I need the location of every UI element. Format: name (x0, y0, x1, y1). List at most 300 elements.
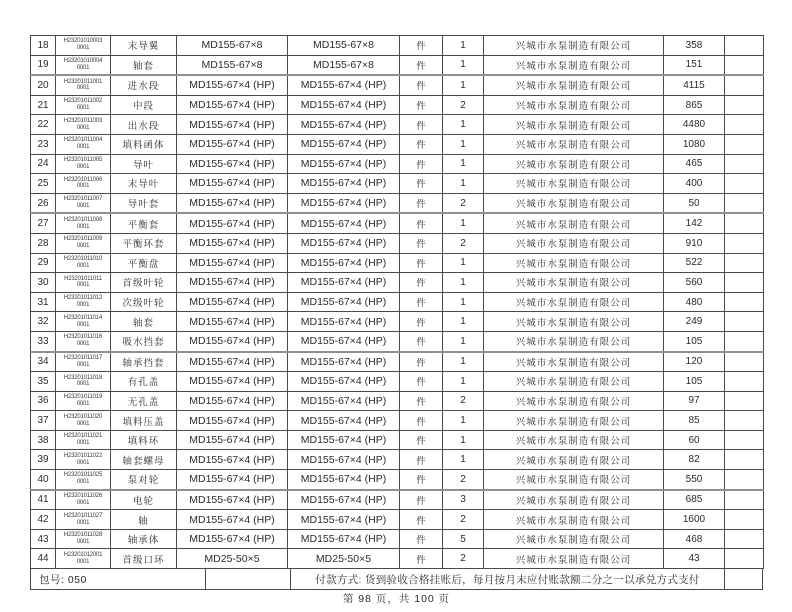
manufacturer: 兴城市水泵制造有限公司 (484, 75, 664, 95)
part-name: 平衡套 (111, 213, 177, 233)
quantity: 2 (443, 510, 484, 530)
empty-cell (725, 253, 764, 273)
table-row (31, 470, 764, 490)
empty-cell (725, 450, 764, 470)
item-code-line2: 0001 (76, 45, 90, 52)
manufacturer: 兴城市水泵制造有限公司 (484, 372, 664, 392)
model-spec: MD155-67×4 (HP) (177, 470, 288, 490)
item-code-line1: H23201010003 (63, 38, 103, 45)
model-spec-duplicate: MD155-67×4 (HP) (288, 510, 400, 530)
empty-cell (725, 331, 764, 351)
unit: 件 (400, 510, 443, 530)
package-number: 包号: 050 (31, 569, 206, 589)
item-code (56, 154, 111, 174)
model-spec-duplicate: MD155-67×4 (HP) (288, 273, 400, 293)
item-code (56, 470, 111, 490)
quantity: 1 (443, 75, 484, 95)
model-spec: MD155-67×8 (177, 55, 288, 75)
item-code (56, 233, 111, 253)
item-code-line1: H23201011006 (63, 176, 103, 183)
item-code (56, 253, 111, 273)
item-code (56, 490, 111, 510)
table-row (31, 95, 764, 115)
item-code (56, 115, 111, 135)
price: 685 (664, 490, 725, 510)
quantity: 1 (443, 174, 484, 194)
item-code (56, 372, 111, 392)
model-spec-duplicate: MD25-50×5 (288, 549, 400, 569)
manufacturer: 兴城市水泵制造有限公司 (484, 174, 664, 194)
model-spec: MD155-67×4 (HP) (177, 411, 288, 431)
part-name: 填料环 (111, 430, 177, 450)
model-spec-duplicate: MD155-67×4 (HP) (288, 470, 400, 490)
item-code-line2: 0001 (76, 558, 90, 565)
item-code (56, 510, 111, 530)
table-row (31, 312, 764, 332)
part-name: 出水段 (111, 115, 177, 135)
empty-cell (725, 549, 764, 569)
model-spec: MD155-67×4 (HP) (177, 292, 288, 312)
part-name: 电轮 (111, 490, 177, 510)
unit: 件 (400, 55, 443, 75)
row-number: 33 (31, 331, 56, 351)
price: 97 (664, 391, 725, 411)
item-code-line1: H23201011003 (63, 117, 103, 124)
item-code-line2: 0001 (76, 440, 90, 447)
quantity: 1 (443, 36, 484, 56)
table-row (31, 450, 764, 470)
item-code-line2: 0001 (76, 163, 90, 170)
row-number: 18 (31, 36, 56, 56)
row-number: 21 (31, 95, 56, 115)
price: 910 (664, 233, 725, 253)
model-spec: MD155-67×4 (HP) (177, 372, 288, 392)
part-name: 轴套 (111, 312, 177, 332)
part-name: 吸水挡套 (111, 331, 177, 351)
empty-cell (725, 193, 764, 213)
row-number: 23 (31, 134, 56, 154)
manufacturer: 兴城市水泵制造有限公司 (484, 352, 664, 372)
row-number: 32 (31, 312, 56, 332)
empty-cell (725, 233, 764, 253)
item-code-line1: H23201011005 (63, 156, 103, 163)
part-name: 次级叶轮 (111, 292, 177, 312)
unit: 件 (400, 273, 443, 293)
unit: 件 (400, 470, 443, 490)
unit: 件 (400, 193, 443, 213)
item-code-line2: 0001 (76, 124, 90, 131)
item-code (56, 450, 111, 470)
item-code-line1: H23201011007 (63, 196, 103, 203)
empty-cell (725, 352, 764, 372)
unit: 件 (400, 95, 443, 115)
price: 249 (664, 312, 725, 332)
model-spec-duplicate: MD155-67×4 (HP) (288, 134, 400, 154)
item-code (56, 391, 111, 411)
row-number: 41 (31, 490, 56, 510)
model-spec: MD155-67×4 (HP) (177, 273, 288, 293)
part-name: 有孔盖 (111, 372, 177, 392)
table-row (31, 273, 764, 293)
model-spec-duplicate: MD155-67×4 (HP) (288, 115, 400, 135)
manufacturer: 兴城市水泵制造有限公司 (484, 529, 664, 549)
row-number: 30 (31, 273, 56, 293)
row-number: 43 (31, 529, 56, 549)
empty-cell (725, 490, 764, 510)
table-row (31, 193, 764, 213)
item-code-line2: 0001 (76, 499, 90, 506)
price: 151 (664, 55, 725, 75)
unit: 件 (400, 391, 443, 411)
item-code-line2: 0001 (76, 262, 90, 269)
quantity: 1 (443, 411, 484, 431)
quantity: 1 (443, 430, 484, 450)
manufacturer: 兴城市水泵制造有限公司 (484, 273, 664, 293)
quantity: 2 (443, 95, 484, 115)
model-spec: MD155-67×4 (HP) (177, 134, 288, 154)
manufacturer: 兴城市水泵制造有限公司 (484, 193, 664, 213)
price: 142 (664, 213, 725, 233)
item-code-line2: 0001 (76, 144, 90, 151)
item-code-line1: H23201010004 (63, 58, 103, 64)
item-code (56, 75, 111, 95)
item-code-line2: 0001 (76, 519, 90, 526)
item-code (56, 312, 111, 332)
price: 105 (664, 372, 725, 392)
quantity: 2 (443, 233, 484, 253)
unit: 件 (400, 411, 443, 431)
price: 50 (664, 193, 725, 213)
item-code-line1: H23201011027 (63, 512, 103, 519)
quantity: 1 (443, 372, 484, 392)
unit: 件 (400, 174, 443, 194)
model-spec-duplicate: MD155-67×4 (HP) (288, 331, 400, 351)
price: 522 (664, 253, 725, 273)
quantity: 2 (443, 549, 484, 569)
manufacturer: 兴城市水泵制造有限公司 (484, 253, 664, 273)
item-code (56, 193, 111, 213)
model-spec-duplicate: MD155-67×4 (HP) (288, 253, 400, 273)
quantity: 1 (443, 115, 484, 135)
parts-table (30, 35, 764, 569)
item-code-line1: H23201011025 (63, 472, 103, 479)
price: 560 (664, 273, 725, 293)
item-code-line1: H23201011018 (63, 374, 103, 381)
model-spec: MD155-67×4 (HP) (177, 529, 288, 549)
empty-cell (725, 115, 764, 135)
manufacturer: 兴城市水泵制造有限公司 (484, 331, 664, 351)
model-spec-duplicate: MD155-67×4 (HP) (288, 391, 400, 411)
item-code-line2: 0001 (76, 321, 90, 328)
price: 120 (664, 352, 725, 372)
item-code-line1: H23201011022 (63, 452, 103, 459)
price: 550 (664, 470, 725, 490)
item-code-line1: H23201011004 (63, 137, 103, 144)
manufacturer: 兴城市水泵制造有限公司 (484, 95, 664, 115)
empty-cell (725, 292, 764, 312)
unit: 件 (400, 134, 443, 154)
model-spec-duplicate: MD155-67×4 (HP) (288, 312, 400, 332)
row-number: 27 (31, 213, 56, 233)
model-spec: MD155-67×4 (HP) (177, 331, 288, 351)
part-name: 轴承挡套 (111, 352, 177, 372)
unit: 件 (400, 75, 443, 95)
part-name: 平衡盘 (111, 253, 177, 273)
empty-cell (725, 510, 764, 530)
quantity: 1 (443, 134, 484, 154)
manufacturer: 兴城市水泵制造有限公司 (484, 115, 664, 135)
item-code-line2: 0001 (76, 420, 90, 427)
model-spec-duplicate: MD155-67×4 (HP) (288, 95, 400, 115)
price: 358 (664, 36, 725, 56)
manufacturer: 兴城市水泵制造有限公司 (484, 510, 664, 530)
model-spec-duplicate: MD155-67×4 (HP) (288, 430, 400, 450)
model-spec: MD155-67×4 (HP) (177, 233, 288, 253)
empty-cell (725, 529, 764, 549)
manufacturer: 兴城市水泵制造有限公司 (484, 430, 664, 450)
manufacturer: 兴城市水泵制造有限公司 (484, 470, 664, 490)
manufacturer: 兴城市水泵制造有限公司 (484, 36, 664, 56)
item-code-line1: H23201011012 (63, 295, 103, 302)
item-code (56, 174, 111, 194)
footer-empty-cell (206, 569, 291, 589)
price: 105 (664, 331, 725, 351)
model-spec: MD155-67×4 (HP) (177, 391, 288, 411)
empty-cell (725, 411, 764, 431)
price: 60 (664, 430, 725, 450)
manufacturer: 兴城市水泵制造有限公司 (484, 154, 664, 174)
manufacturer: 兴城市水泵制造有限公司 (484, 233, 664, 253)
part-name: 末导翼 (111, 36, 177, 56)
item-code (56, 292, 111, 312)
row-number: 24 (31, 154, 56, 174)
item-code-line1: H23201011008 (63, 216, 103, 223)
quantity: 1 (443, 312, 484, 332)
unit: 件 (400, 430, 443, 450)
model-spec-duplicate: MD155-67×4 (HP) (288, 233, 400, 253)
price: 43 (664, 549, 725, 569)
quantity: 1 (443, 273, 484, 293)
item-code-line1: H23201011010 (63, 255, 103, 262)
part-name: 无孔盖 (111, 391, 177, 411)
model-spec-duplicate: MD155-67×4 (HP) (288, 213, 400, 233)
model-spec-duplicate: MD155-67×8 (288, 55, 400, 75)
payment-terms: 付款方式: 货到验收合格挂账后，每月按月末应付账款额二分之一以承兑方式支付 (291, 569, 725, 589)
manufacturer: 兴城市水泵制造有限公司 (484, 292, 664, 312)
unit: 件 (400, 292, 443, 312)
unit: 件 (400, 213, 443, 233)
model-spec: MD155-67×4 (HP) (177, 193, 288, 213)
page-number: 第 98 页，共 100 页 (342, 593, 451, 605)
item-code-line2: 0001 (76, 400, 90, 407)
table-row (31, 490, 764, 510)
manufacturer: 兴城市水泵制造有限公司 (484, 55, 664, 75)
part-name: 填料函体 (111, 134, 177, 154)
empty-cell (725, 391, 764, 411)
item-code-line1: H23201012001 (63, 551, 103, 558)
quantity: 1 (443, 154, 484, 174)
footer-empty-cell-right (725, 569, 762, 589)
quantity: 2 (443, 470, 484, 490)
item-code-line2: 0001 (76, 361, 90, 368)
item-code-line2: 0001 (76, 282, 90, 289)
row-number: 36 (31, 391, 56, 411)
table-footer-row (30, 569, 763, 590)
model-spec: MD155-67×4 (HP) (177, 490, 288, 510)
manufacturer: 兴城市水泵制造有限公司 (484, 450, 664, 470)
part-name: 导叶 (111, 154, 177, 174)
row-number: 44 (31, 549, 56, 569)
table-row (31, 253, 764, 273)
table-row (31, 372, 764, 392)
empty-cell (725, 213, 764, 233)
part-name: 导叶套 (111, 193, 177, 213)
unit: 件 (400, 312, 443, 332)
table-row (31, 549, 764, 569)
price: 1600 (664, 510, 725, 530)
table-row (31, 174, 764, 194)
model-spec-duplicate: MD155-67×4 (HP) (288, 193, 400, 213)
price: 865 (664, 95, 725, 115)
price: 4115 (664, 75, 725, 95)
part-name: 进水段 (111, 75, 177, 95)
row-number: 39 (31, 450, 56, 470)
unit: 件 (400, 529, 443, 549)
quantity: 1 (443, 292, 484, 312)
row-number: 26 (31, 193, 56, 213)
unit: 件 (400, 490, 443, 510)
item-code-line2: 0001 (76, 302, 90, 309)
manufacturer: 兴城市水泵制造有限公司 (484, 134, 664, 154)
unit: 件 (400, 331, 443, 351)
table-row (31, 75, 764, 95)
model-spec: MD155-67×4 (HP) (177, 115, 288, 135)
model-spec-duplicate: MD155-67×4 (HP) (288, 292, 400, 312)
row-number: 29 (31, 253, 56, 273)
manufacturer: 兴城市水泵制造有限公司 (484, 213, 664, 233)
quantity: 1 (443, 331, 484, 351)
part-name: 泵对轮 (111, 470, 177, 490)
table-row (31, 430, 764, 450)
model-spec-duplicate: MD155-67×4 (HP) (288, 154, 400, 174)
unit: 件 (400, 36, 443, 56)
part-name: 末导叶 (111, 174, 177, 194)
part-name: 轴 (111, 510, 177, 530)
price: 85 (664, 411, 725, 431)
empty-cell (725, 36, 764, 56)
model-spec-duplicate: MD155-67×4 (HP) (288, 450, 400, 470)
table-row (31, 36, 764, 56)
empty-cell (725, 75, 764, 95)
empty-cell (725, 372, 764, 392)
quantity: 1 (443, 450, 484, 470)
part-name: 轴套螺母 (111, 450, 177, 470)
item-code-line1: H23201011009 (63, 236, 103, 243)
empty-cell (725, 174, 764, 194)
table-row (31, 55, 764, 75)
model-spec: MD155-67×4 (HP) (177, 95, 288, 115)
item-code (56, 549, 111, 569)
model-spec: MD155-67×4 (HP) (177, 450, 288, 470)
model-spec-duplicate: MD155-67×4 (HP) (288, 490, 400, 510)
item-code-line1: H23201011019 (63, 394, 103, 401)
empty-cell (725, 312, 764, 332)
table-row (31, 213, 764, 233)
item-code-line1: H23201011028 (63, 532, 103, 539)
model-spec: MD155-67×4 (HP) (177, 174, 288, 194)
price: 1080 (664, 134, 725, 154)
manufacturer: 兴城市水泵制造有限公司 (484, 490, 664, 510)
part-name: 轴套 (111, 55, 177, 75)
price: 480 (664, 292, 725, 312)
price: 82 (664, 450, 725, 470)
model-spec: MD155-67×8 (177, 36, 288, 56)
empty-cell (725, 273, 764, 293)
item-code (56, 55, 111, 75)
item-code-line1: H23201011017 (63, 354, 103, 361)
unit: 件 (400, 352, 443, 372)
row-number: 37 (31, 411, 56, 431)
part-name: 首级口环 (111, 549, 177, 569)
unit: 件 (400, 549, 443, 569)
item-code-line2: 0001 (76, 203, 90, 210)
manufacturer: 兴城市水泵制造有限公司 (484, 549, 664, 569)
model-spec: MD155-67×4 (HP) (177, 213, 288, 233)
item-code-line1: H23201011020 (63, 413, 103, 420)
table-row (31, 331, 764, 351)
row-number: 28 (31, 233, 56, 253)
table-row (31, 352, 764, 372)
item-code-line2: 0001 (76, 223, 90, 230)
manufacturer: 兴城市水泵制造有限公司 (484, 312, 664, 332)
model-spec-duplicate: MD155-67×8 (288, 36, 400, 56)
item-code (56, 273, 111, 293)
price: 465 (664, 154, 725, 174)
model-spec: MD155-67×4 (HP) (177, 75, 288, 95)
row-number: 25 (31, 174, 56, 194)
empty-cell (725, 134, 764, 154)
price: 468 (664, 529, 725, 549)
quantity: 1 (443, 213, 484, 233)
item-code-line2: 0001 (76, 539, 90, 546)
item-code-line1: H23201011014 (63, 314, 103, 321)
item-code (56, 331, 111, 351)
price: 4480 (664, 115, 725, 135)
row-number: 19 (31, 55, 56, 75)
empty-cell (725, 55, 764, 75)
table-row (31, 411, 764, 431)
quantity: 2 (443, 193, 484, 213)
manufacturer: 兴城市水泵制造有限公司 (484, 391, 664, 411)
item-code-line2: 0001 (76, 183, 90, 190)
model-spec-duplicate: MD155-67×4 (HP) (288, 174, 400, 194)
item-code-line2: 0001 (76, 459, 90, 466)
quantity: 1 (443, 352, 484, 372)
item-code-line2: 0001 (76, 64, 90, 71)
table-row (31, 115, 764, 135)
unit: 件 (400, 372, 443, 392)
item-code-line1: H23201011026 (63, 493, 103, 500)
manufacturer: 兴城市水泵制造有限公司 (484, 411, 664, 431)
row-number: 22 (31, 115, 56, 135)
table-row (31, 510, 764, 530)
unit: 件 (400, 115, 443, 135)
quantity: 2 (443, 391, 484, 411)
item-code (56, 213, 111, 233)
model-spec: MD155-67×4 (HP) (177, 312, 288, 332)
unit: 件 (400, 154, 443, 174)
item-code-line2: 0001 (76, 381, 90, 388)
